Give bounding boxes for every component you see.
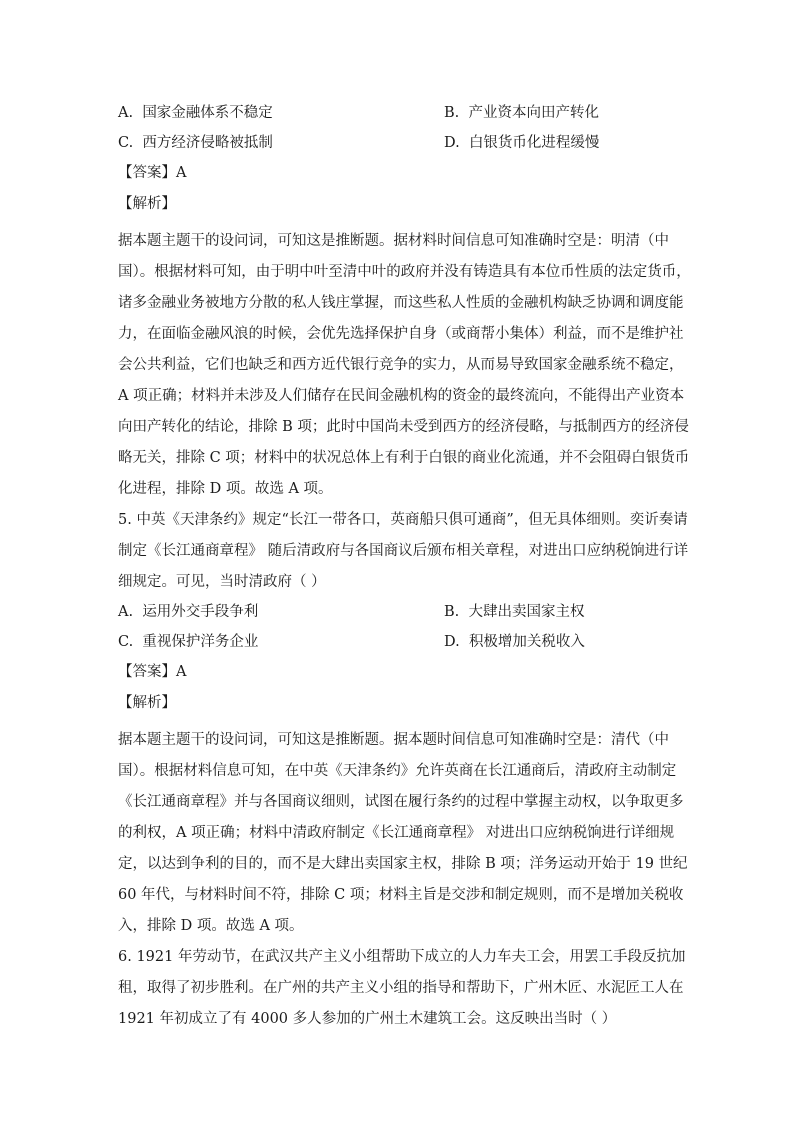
option-text: 运用外交手段争利 [142,604,259,620]
question-5-stem-line: 细规定。可见，当时清政府（ ） [118,574,326,590]
option-text: 重视保护洋务企业 [142,634,259,650]
option-letter: D. [444,634,460,650]
analysis-heading: 【解析】 [118,196,176,212]
analysis-line: 会公共利益，它们也缺乏和西方近代银行竞争的实力，从而易导致国家金融系统不稳定， [118,357,684,373]
analysis-line: 向田产转化的结论，排除 B 项；此时中国尚未受到西方的经济侵略，与抵制西方的经济侵 [118,419,689,435]
option-text: 西方经济侵略被抵制 [142,135,273,151]
analysis-line: 国）。根据材料可知，由于明中叶至清中叶的政府并没有铸造具有本位币性质的法定货币， [118,264,691,280]
option-b [444,103,599,123]
analysis-line: 诸多金融业务被地方分散的私人钱庄掌握，而这些私人性质的金融机构缺乏协调和调度能 [118,295,684,311]
analysis-line: 入，排除 D 项。故选 A 项。 [118,918,304,934]
option-text: 积极增加关税收入 [468,634,585,650]
option-letter: A. [118,105,134,121]
option-letter: C. [118,634,134,650]
option-b [444,602,584,622]
analysis-line: 据本题主题干的设问词，可知这是推断题。据材料时间信息可知准确时空是：明清（中 [118,233,669,249]
analysis-line: 60 年代，与材料时间不符，排除 C 项；材料主旨是交涉和制定规则，而不是增加关税收 [118,887,684,903]
question-5-stem-line: 制定《长江通商章程》 随后清政府与各国商议后颁布相关章程，对进出口应纳税饷进行详 [118,543,689,559]
option-letter: C. [118,135,134,151]
option-c [118,133,273,153]
option-letter: A. [118,604,134,620]
analysis-line: 据本题主题干的设问词，可知这是推断题。据本题时间信息可知准确时空是：清代（中 [118,732,669,748]
option-d [444,632,585,652]
question-6-stem-line: 租，取得了初步胜利。在广州的共产主义小组的指导和帮助下，广州木匠、水泥匠工人在 [118,980,684,996]
analysis-line: 力，在面临金融风浪的时候，会优先选择保护自身（或商帮小集体）利益，而不是维护社 [118,326,684,342]
option-text: 大肆出卖国家主权 [468,604,585,620]
analysis-line: 略无关，排除 C 项；材料中的状况总体上有利于白银的商业化流通，并不会阻碍白银货币 [118,450,690,466]
analysis-line: 化进程，排除 D 项。故选 A 项。 [118,481,333,497]
analysis-line: 定，以达到争利的目的，而不是大肆出卖国家主权，排除 B 项；洋务运动开始于 19 世纪 [118,856,688,872]
option-text: 白银货币化进程缓慢 [468,135,600,151]
option-letter: B. [444,604,460,620]
answer-line: 【答案】A [118,664,187,680]
option-text: 产业资本向田产转化 [468,105,599,121]
analysis-line: 的利权，A 项正确；材料中清政府制定《长江通商章程》 对进出口应纳税饷进行详细规 [118,825,675,841]
analysis-heading: 【解析】 [118,695,176,711]
option-a [118,602,258,622]
option-c [118,632,258,652]
question-6-stem-line: 6. 1921 年劳动节，在武汉共产主义小组帮助下成立的人力车夫工会，用罢工手段反抗加 [118,949,686,965]
analysis-line: A 项正确；材料并未涉及人们储存在民间金融机构的资金的最终流向，不能得出产业资本 [118,388,685,404]
option-letter: D. [444,135,460,151]
analysis-line: 国）。根据材料信息可知，在中英《天津条约》允许英商在长江通商后，清政府主动制定 [118,763,677,779]
option-d [444,133,599,153]
analysis-line: 《长江通商章程》并与各国商议细则，试图在履行条约的过程中掌握主动权，以争取更多 [118,794,684,810]
answer-line: 【答案】A [118,165,187,181]
option-letter: B. [444,105,460,121]
question-5-stem-line: 5. 中英《天津条约》规定“长江一带各口，英商船只俱可通商”，但无具体细则。奕䜣奏请 [118,512,688,528]
question-6-stem-line: 1921 年初成立了有 4000 多人参加的广州土木建筑工会。这反映出当时（ ） [118,1011,617,1027]
option-text: 国家金融体系不稳定 [142,105,273,121]
option-a [118,103,273,123]
